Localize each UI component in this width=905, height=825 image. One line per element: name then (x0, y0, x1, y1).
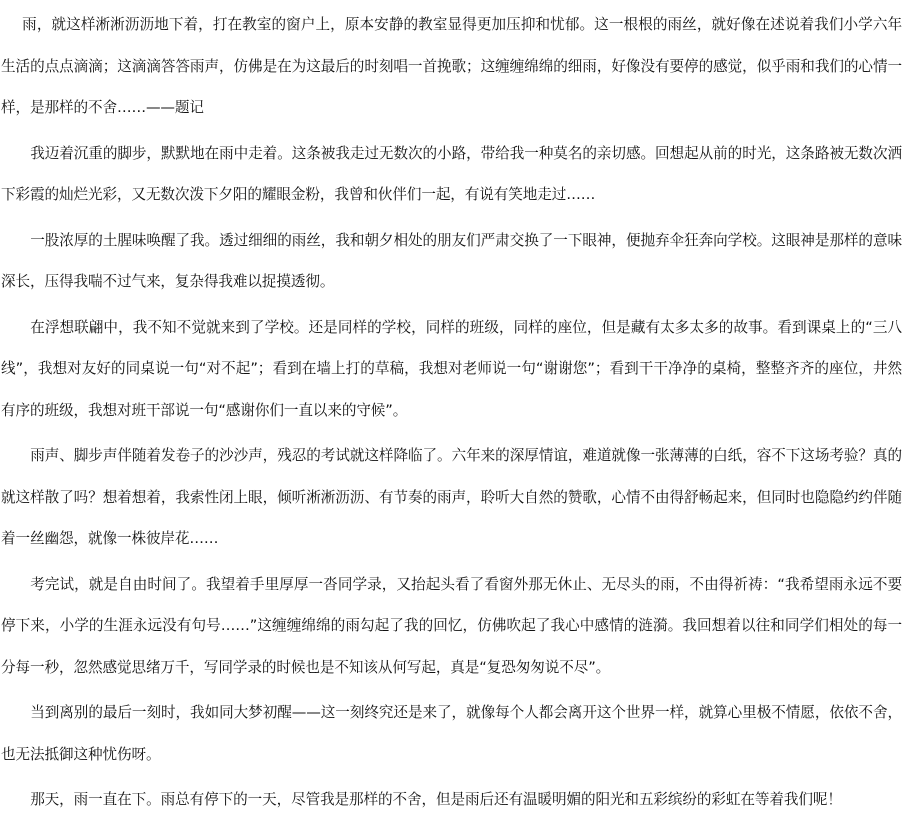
paragraph-3: 一股浓厚的土腥味唤醒了我。透过细细的雨丝，我和朝夕相处的朋友们严肃交换了一下眼神，便抛弃伞狂奔向学校。这眼神是那样的意味深长，压得我喘不过气来，复杂得我难以捉摸透彻。 (1, 231, 902, 290)
paragraph-6: 考完试，就是自由时间了。我望着手里厚厚一沓同学录，又抬起头看了看窗外那无休止、无尽头的雨，不由得祈祷：“我希望雨永远不要停下来，小学的生涯永远没有句号……”这缠缠绵绵的雨勾起了我的回忆，仿佛吹起了我心中感情的涟漪。我回想着以往和同学们相处的每一分每一秒，忽然感觉思绪万千，写同学录的时候也是不知该从何写起，真是“复恐匆匆说不尽”。 (1, 575, 902, 676)
paragraph-epigraph: 雨，就这样淅淅沥沥地下着，打在教室的窗户上，原本安静的教室显得更加压抑和忧郁。这一根根的雨丝，就好像在述说着我们小学六年生活的点点滴滴；这滴滴答答雨声，仿佛是在为这最后的时刻唱一首挽歌；这缠缠绵绵的细雨，好像没有要停的感觉，似乎雨和我们的心情一样，是那样的不舍……——题记 (1, 16, 902, 116)
paragraph-2: 我迈着沉重的脚步，默默地在雨中走着。这条被我走过无数次的小路，带给我一种莫名的亲切感。回想起从前的时光，这条路被无数次洒下彩霞的灿烂光彩，又无数次泼下夕阳的耀眼金粉，我曾和伙伴们一起，有说有笑地走过…… (1, 144, 902, 203)
paragraph-8: 那天，雨一直在下。雨总有停下的一天，尽管我是那样的不舍，但是雨后还有温暖明媚的阳光和五彩缤纷的彩虹在等着我们呢！ (30, 791, 842, 808)
paragraph-7: 当到离别的最后一刻时，我如同大梦初醒——这一刻终究还是来了，就像每个人都会离开这个世界一样，就算心里极不情愿，依依不舍，也无法抵御这种忧伤呀。 (1, 704, 902, 763)
paragraph-5: 雨声、脚步声伴随着发卷子的沙沙声，残忍的考试就这样降临了。六年来的深厚情谊，难道就像一张薄薄的白纸，容不下这场考验？真的就这样散了吗？想着想着，我索性闭上眼，倾听淅淅沥沥、有节奏的雨声，聆听大自然的赞歌，心情不由得舒畅起来，但同时也隐隐约约伴随着一丝幽怨，就像一株彼岸花…… (1, 447, 902, 547)
paragraph-4: 在浮想联翩中，我不知不觉就来到了学校。还是同样的学校，同样的班级，同样的座位，但是藏有太多太多的故事。看到课桌上的“三八线”，我想对友好的同桌说一句“对不起”；看到在墙上打的草稿，我想对老师说一句“谢谢您”；看到干干净净的桌椅，整整齐齐的座位，井然有序的班级，我想对班干部说一句“感谢你们一直以来的守候”。 (1, 318, 902, 419)
